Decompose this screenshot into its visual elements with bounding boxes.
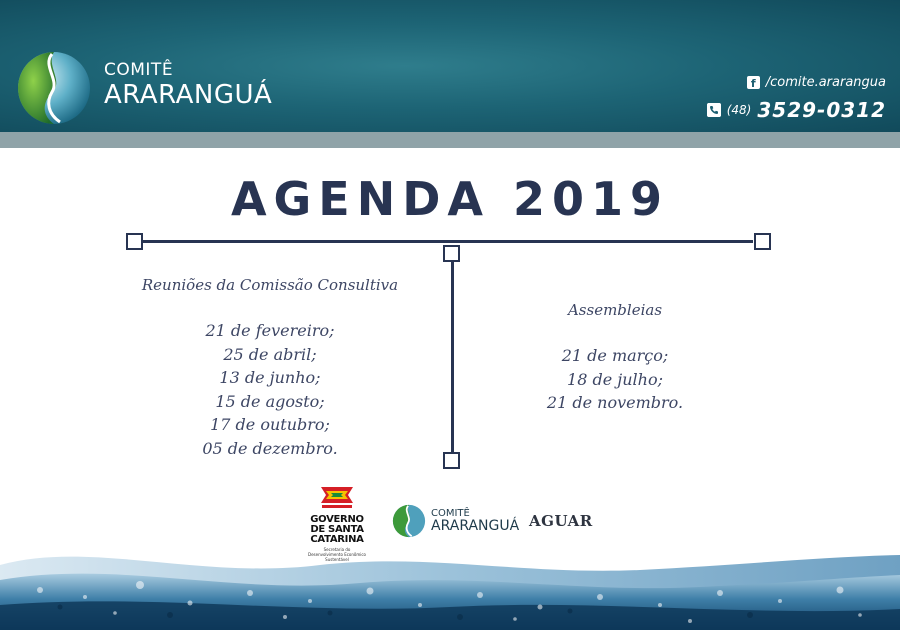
sc-line-1: GOVERNO	[310, 514, 364, 525]
page-title: AGENDA 2019	[230, 172, 670, 226]
header-divider	[0, 132, 900, 148]
comite-big-label: ARARANGUÁ	[431, 518, 520, 534]
santa-catarina-flag-icon	[318, 483, 356, 511]
brand-name	[104, 62, 272, 108]
timeline-node-left	[126, 233, 143, 250]
sponsor-governo-sc	[306, 483, 368, 562]
sc-line-3: CATARINA	[310, 534, 364, 545]
timeline-horizontal-line	[143, 240, 753, 243]
comite-logo-icon	[16, 50, 92, 126]
list-item: 21 de março;	[561, 346, 669, 365]
assemblies-heading: Assembleias	[567, 301, 663, 319]
list-item: 17 de outubro;	[210, 415, 330, 434]
header-banner	[0, 0, 900, 132]
facebook-icon: f	[747, 76, 760, 89]
comite-small-label: COMITÊ	[431, 508, 470, 519]
timeline-node-center	[443, 245, 460, 262]
timeline-node-bottom	[443, 452, 460, 469]
phone-number: 3529-0312	[757, 98, 886, 122]
brand-small-text: COMITÊ	[104, 60, 174, 80]
sponsor-aguar: AGUAR	[529, 512, 593, 530]
water-wave-decoration	[0, 535, 900, 630]
brand-big-text: ARARANGUÁ	[104, 80, 273, 110]
list-item: 21 de novembro.	[546, 393, 684, 412]
assemblies-dates	[475, 344, 755, 415]
phone-area-code: (48)	[726, 103, 752, 117]
facebook-handle: /comite.ararangua	[765, 75, 886, 90]
commission-heading: Reuniões da Comissão Consultiva	[141, 276, 399, 294]
comite-small-logo-icon	[392, 504, 426, 538]
commission-meetings	[120, 276, 420, 460]
timeline-node-right	[754, 233, 771, 250]
assemblies	[475, 301, 755, 415]
phone-contact	[707, 98, 886, 122]
list-item: 05 de dezembro.	[202, 438, 338, 458]
contact-info	[707, 75, 886, 122]
list-item: 25 de abril;	[223, 344, 317, 364]
list-item: 21 de fevereiro;	[205, 321, 335, 340]
phone-icon	[707, 103, 721, 117]
sc-line-2: DE SANTA	[310, 524, 364, 535]
comite-small-name	[431, 509, 519, 533]
list-item: 18 de julho;	[567, 369, 663, 389]
commission-dates	[120, 319, 420, 460]
facebook-link[interactable]	[707, 75, 886, 90]
sponsor-comite-ararangua	[392, 504, 519, 538]
list-item: 13 de junho;	[219, 368, 321, 387]
sc-subtitle: Secretaria do Desenvolvimento Econômico Sustentável	[307, 547, 366, 562]
timeline-vertical-line	[451, 262, 454, 452]
list-item: 15 de agosto;	[215, 391, 325, 411]
